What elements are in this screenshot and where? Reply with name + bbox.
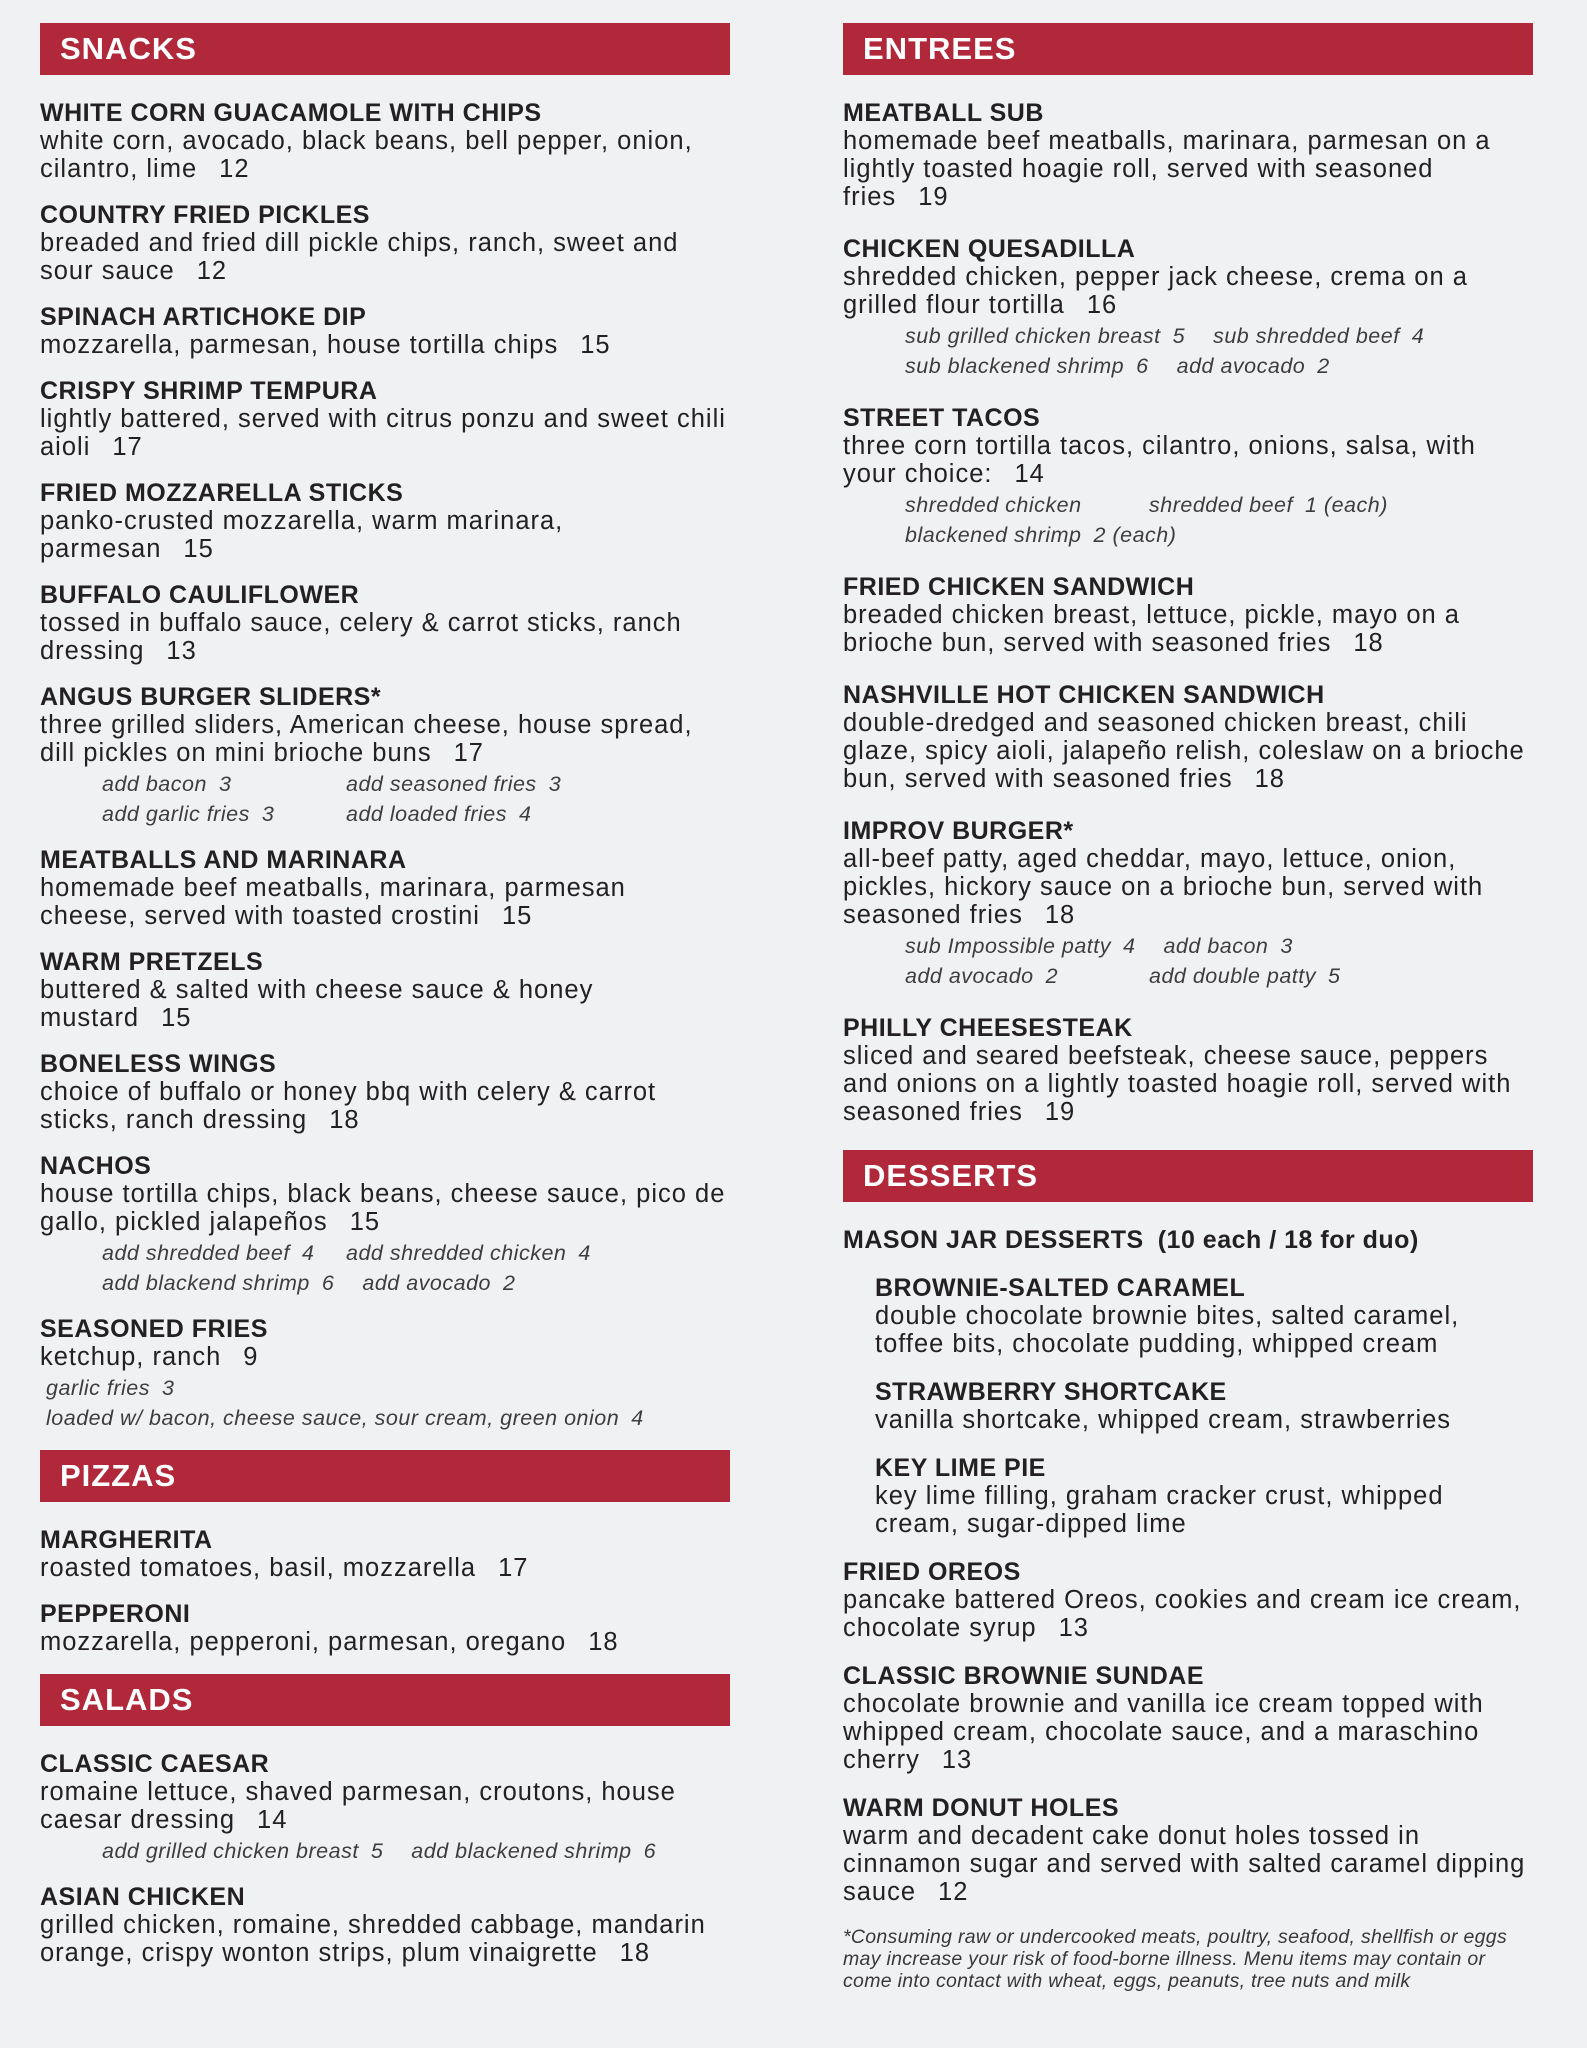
addon-row [46,1375,730,1402]
addon [1149,492,1388,519]
addon-row [905,963,1533,990]
addon-label: add blackend shrimp [102,1271,310,1295]
section-pizzas [40,1450,730,1656]
menu-item-name [843,1558,1533,1586]
menu-item-name-text: WHITE CORN GUACAMOLE WITH CHIPS [40,99,542,127]
menu-item-name-text: FRIED MOZZARELLA STICKS [40,479,404,507]
menu-item [40,683,730,828]
menu-item-name-text: PEPPERONI [40,1600,191,1628]
addon-price: 5 [1328,964,1341,988]
section-title: SALADS [60,1682,194,1717]
addon [1163,933,1292,960]
addon-price: 4 [519,802,532,826]
section-snacks [40,23,730,1432]
menu-item-description-text: white corn, avocado, black beans, bell pepper, onion, cilantro, lime [40,127,693,183]
addon-label: add shredded beef [102,1241,290,1265]
addon [1177,353,1330,380]
addon-label: add bacon [102,772,207,796]
menu-item-name-text: BROWNIE-SALTED CARAMEL [875,1274,1246,1302]
menu-item-name-text: BONELESS WINGS [40,1050,277,1078]
addon-row [102,1838,730,1865]
menu-item-name-text: ANGUS BURGER SLIDERS* [40,683,382,711]
section-title: SNACKS [60,31,197,66]
menu-item [40,1315,730,1432]
addon-label: add double patty [1149,964,1316,988]
menu-item-price: 18 [329,1106,360,1134]
menu-item [843,1274,1533,1358]
menu-item-description-text: three corn tortilla tacos, cilantro, onions, salsa, with your choice: [843,432,1476,488]
menu-item [40,479,730,563]
menu-item-description-text: all-beef patty, aged cheddar, mayo, lettuce, onion, pickles, hickory sauce on a brioche bun, served with seasoned fries [843,845,1484,929]
menu-item-description [40,1911,730,1967]
menu-item-price: 13 [1058,1614,1089,1642]
menu-item-description [843,845,1533,929]
menu-item-name [843,681,1533,709]
menu-item-name-text: BUFFALO CAULIFLOWER [40,581,360,609]
menu-item [40,201,730,285]
menu-item [843,817,1533,990]
addon-label: add seasoned fries [346,772,537,796]
menu-item-name-text: ASIAN CHICKEN [40,1883,246,1911]
menu-item [40,948,730,1032]
menu-item-name-text: CLASSIC BROWNIE SUNDAE [843,1662,1205,1690]
menu-item [843,1662,1533,1774]
menu-item-name [843,817,1533,845]
addon-label: add bacon [1163,934,1269,958]
menu-item-price: 17 [498,1554,529,1582]
menu-item-price: 18 [1353,629,1384,657]
addon [905,933,1163,960]
menu-item [843,1226,1533,1254]
menu-item-name [843,1226,1533,1254]
menu-item-description-text: choice of buffalo or honey bbq with celery & carrot sticks, ranch dressing [40,1078,657,1134]
menu-item-price: 18 [588,1628,619,1656]
menu-item-description [843,1042,1533,1126]
menu-item [40,1526,730,1582]
menu-item-name [843,1014,1533,1042]
addon-price: 4 [1411,324,1425,348]
menu-item [40,581,730,665]
menu-item-description-text: house tortilla chips, black beans, cheese sauce, pico de gallo, pickled jalapeños [40,1180,726,1236]
menu-item-description [40,609,730,665]
menu-item-price: 12 [196,257,228,285]
menu-item-price: 12 [938,1878,969,1906]
addon [346,1240,591,1267]
addon [905,323,1213,350]
addon [102,801,346,828]
addons-list [40,1375,730,1432]
menu-item-description-text: grilled chicken, romaine, shredded cabbage, mandarin orange, crispy wonton strips, plum vinaigrette [40,1911,706,1967]
menu-item-name-text: NACHOS [40,1152,152,1180]
addon-price: 3 [261,802,275,826]
addon-label: add avocado [362,1271,492,1295]
menu-item-name [40,377,730,405]
addon [905,522,1204,549]
menu-item-description [40,331,730,359]
addon-row [102,1270,730,1297]
addon-label: blackened shrimp [905,523,1082,547]
addon-price: 6 [1136,354,1149,378]
menu-item-description [843,432,1533,488]
menu-item-description-text: chocolate brownie and vanilla ice cream topped with whipped cream, chocolate sauce, and a maraschino cherry [843,1690,1484,1774]
addon-label: sub Impossible patty [905,934,1111,958]
menu-item [843,1794,1533,1906]
menu-item-name [40,99,730,127]
menu-item-price: 9 [243,1343,259,1371]
menu-item [40,1600,730,1656]
menu-item-name-suffix: (10 each / 18 for duo) [1157,1226,1419,1254]
addons-list [40,771,730,828]
menu-item-description [875,1406,1533,1434]
menu-item-name-text: CHICKEN QUESADILLA [843,235,1136,263]
addon-label: add grilled chicken breast [102,1839,359,1863]
section-banner [843,23,1533,75]
menu-item-name [40,201,730,229]
menu-item-description [40,711,730,767]
addon [102,1240,346,1267]
addon [102,771,346,798]
addons-list [40,1838,730,1865]
menu-item-description-text: roasted tomatoes, basil, mozzarella [40,1554,477,1582]
menu-item-description [40,874,730,930]
addon-label: sub blackened shrimp [905,354,1125,378]
addon-price: 4 [578,1241,591,1265]
menu-item-price: 18 [619,1939,651,1967]
addon-price: 2 [503,1271,516,1295]
menu-item-price: 18 [1254,765,1285,793]
menu-item-description-text: buttered & salted with cheese sauce & honey mustard [40,976,594,1032]
menu-item-price: 14 [257,1806,288,1834]
menu-item-price: 12 [219,155,250,183]
menu-item-description [40,1180,730,1236]
menu-item-price: 14 [1014,460,1045,488]
menu-item-name [843,99,1533,127]
menu-item-name [875,1454,1533,1482]
menu-item-name [843,235,1533,263]
menu-item-name-text: WARM DONUT HOLES [843,1794,1120,1822]
menu-item-description-text: breaded and fried dill pickle chips, ranch, sweet and sour sauce [40,229,679,285]
addon [102,1838,411,1865]
addons-list [843,933,1533,990]
menu-item [40,377,730,461]
menu-item-name-text: COUNTRY FRIED PICKLES [40,201,370,229]
menu-item-description-text: panko-crusted mozzarella, warm marinara, parmesan [40,507,564,563]
menu-item-description [40,1778,730,1834]
addon-row [905,353,1533,380]
menu-item-description-text: mozzarella, pepperoni, parmesan, oregano [40,1628,567,1656]
menu-item-name [843,1662,1533,1690]
menu-item-name [843,1794,1533,1822]
menu-item-name [40,303,730,331]
menu-item-description [40,976,730,1032]
addon [905,963,1149,990]
menu-item-name [40,1152,730,1180]
menu-item-price: 13 [941,1746,973,1774]
addon-price: 1 (each) [1304,493,1388,517]
addon [1149,963,1340,990]
addon-price: 2 [1045,964,1059,988]
menu-item-name-text: FRIED CHICKEN SANDWICH [843,573,1195,601]
menu-item-description-text: warm and decadent cake donut holes tossed in cinnamon sugar and served with salted caramel dipping sauce [843,1822,1526,1906]
addon-row [46,1405,730,1432]
addon [346,801,531,828]
menu-item-description-text: double chocolate brownie bites, salted caramel, toffee bits, chocolate pudding, whipped cream [875,1302,1460,1358]
menu-item-name-text: STREET TACOS [843,404,1041,432]
menu-item [843,235,1533,380]
menu-item [843,1014,1533,1126]
menu-item-name [843,404,1533,432]
menu-item [843,1378,1533,1434]
menu-item-price: 15 [580,331,611,359]
addon-price: 6 [321,1271,335,1295]
menu-item-price: 16 [1086,291,1118,319]
menu-item-description-text: shredded chicken, pepper jack cheese, crema on a grilled flour tortilla [843,263,1468,319]
menu-item-name-text: IMPROV BURGER* [843,817,1074,845]
menu-item [843,1454,1533,1538]
addon-label: sub shredded beef [1213,324,1400,348]
menu-item-name [40,1883,730,1911]
menu-item-price: 19 [1044,1098,1076,1126]
addon [411,1838,656,1865]
menu-item-name [40,1526,730,1554]
menu-item-name-text: NASHVILLE HOT CHICKEN SANDWICH [843,681,1325,709]
menu-item [843,681,1533,793]
addon [102,1270,362,1297]
disclaimer-footnote: *Consuming raw or undercooked meats, poultry, seafood, shellfish or eggs may increase your risk of food-borne illness. Menu items may contain or come into contact with wheat, eggs, peanuts, tree nuts and milk [843,1926,1507,1992]
menu-item-description-text: three grilled sliders, American cheese, house spread, dill pickles on mini brioche buns [40,711,693,767]
menu-item-price: 15 [349,1208,381,1236]
addon [46,1405,672,1432]
menu-item-description [843,1822,1533,1906]
addon-price: 3 [161,1376,175,1400]
menu-item-name-text: KEY LIME PIE [875,1454,1046,1482]
menu-item-name-text: MASON JAR DESSERTS [843,1226,1144,1254]
menu-item-price: 17 [453,739,484,767]
menu-item-name [40,1050,730,1078]
addon-row [905,522,1533,549]
section-banner [40,1674,730,1726]
addon-price: 5 [370,1839,384,1863]
menu-item [40,1152,730,1297]
section-banner [40,1450,730,1502]
menu-item-name-text: FRIED OREOS [843,1558,1021,1586]
addon-price: 2 [1317,354,1330,378]
menu-item-name [40,948,730,976]
addons-list [843,492,1533,549]
menu-item [40,846,730,930]
menu-item-description-text: vanilla shortcake, whipped cream, strawberries [875,1406,1452,1434]
addon-row [905,323,1533,350]
addon-price: 2 (each) [1093,523,1177,547]
addon [905,353,1177,380]
section-title: PIZZAS [60,1458,177,1493]
menu-item-description [40,229,730,285]
menu-item-description-text: tossed in buffalo sauce, celery & carrot sticks, ranch dressing [40,609,682,665]
menu-item-price: 13 [166,637,197,665]
addon-row [102,771,730,798]
menu-item-name-text: SPINACH ARTICHOKE DIP [40,303,367,331]
menu-item [40,99,730,183]
addon-label: garlic fries [46,1376,150,1400]
addon-price: 3 [218,772,232,796]
section-salads [40,1674,730,1967]
menu-item-description [40,1554,730,1582]
menu-item-description [40,1078,730,1134]
addon-label: sub grilled chicken breast [905,324,1161,348]
menu-column-left [40,23,730,1985]
menu-item-price: 18 [1044,901,1076,929]
addon-label: add blackened shrimp [411,1839,632,1863]
menu-item [40,1050,730,1134]
section-entrees [843,23,1533,1126]
section-title: DESSERTS [863,1158,1039,1193]
menu-item-name-text: STRAWBERRY SHORTCAKE [875,1378,1227,1406]
menu-item-name [40,683,730,711]
menu-item-name [40,1750,730,1778]
menu-item-description-text: breaded chicken breast, lettuce, pickle, mayo on a brioche bun, served with seasoned fries [843,601,1460,657]
menu-item-description-text: homemade beef meatballs, marinara, parmesan cheese, served with toasted crostini [40,874,626,930]
menu-item-price: 15 [161,1004,192,1032]
addons-list [843,323,1533,380]
addons-list [40,1240,730,1297]
menu-item-name [40,1600,730,1628]
addon-price: 6 [643,1839,657,1863]
addon-label: add avocado [1176,354,1306,378]
addon [362,1270,515,1297]
menu-item-name [40,846,730,874]
menu-item-description-text: pancake battered Oreos, cookies and cream ice cream, chocolate syrup [843,1586,1522,1642]
menu-item-name-text: CRISPY SHRIMP TEMPURA [40,377,378,405]
menu-item-name-text: MEATBALL SUB [843,99,1044,127]
menu-item-description [40,1628,730,1656]
menu-item [40,1750,730,1865]
addon-label: shredded chicken [905,493,1082,517]
menu-item [40,303,730,359]
addon [905,492,1149,519]
menu-item-description [875,1302,1533,1358]
menu-item-description [843,1586,1533,1642]
menu-item [843,404,1533,549]
menu-item-name [875,1378,1533,1406]
addon-row [905,492,1533,519]
addon [346,771,561,798]
menu-item [40,1883,730,1967]
menu-item-name [875,1274,1533,1302]
addon-label: shredded beef [1149,493,1293,517]
menu-item-description-text: key lime filling, graham cracker crust, whipped cream, sugar-dipped lime [875,1482,1444,1538]
menu-item-name-text: WARM PRETZELS [40,948,264,976]
menu-item-description [40,127,730,183]
menu-item-description [843,127,1533,211]
addon-label: loaded w/ bacon, cheese sauce, sour cream, green onion [46,1406,620,1430]
menu-item-description [843,601,1533,657]
menu-item-description-text: lightly battered, served with citrus ponzu and sweet chili aioli [40,405,726,461]
menu-item-name [40,581,730,609]
menu-item-name-text: PHILLY CHEESESTEAK [843,1014,1133,1042]
menu-item-description [843,1690,1533,1774]
addon-label: add garlic fries [102,802,250,826]
menu-item-price: 15 [501,902,533,930]
menu-item-description [40,1343,730,1371]
menu-item [843,573,1533,657]
menu-item-price: 19 [918,183,949,211]
section-desserts [843,1150,1533,1906]
menu-item-name-text: SEASONED FRIES [40,1315,268,1343]
addon-price: 4 [1123,934,1136,958]
addon-price: 4 [301,1241,315,1265]
menu-column-right [843,23,1533,1992]
menu-item-description-text: double-dredged and seasoned chicken breast, chili glaze, spicy aioli, jalapeño relish, coleslaw on a brioche bun, served with seasoned fries [843,709,1525,793]
addon-label: add avocado [905,964,1034,988]
addon-price: 4 [631,1406,644,1430]
section-banner [40,23,730,75]
menu-item-description-text: ketchup, ranch [40,1343,222,1371]
menu-item-description-text: homemade beef meatballs, marinara, parmesan on a lightly toasted hoagie roll, served with seasoned fries [843,127,1491,211]
menu-item-name-text: MEATBALLS AND MARINARA [40,846,407,874]
addon-price: 3 [1280,934,1293,958]
menu-item [843,1558,1533,1642]
addon-row [102,801,730,828]
menu-item-description [40,405,730,461]
menu-item-name-text: MARGHERITA [40,1526,213,1554]
menu-item-name-text: CLASSIC CAESAR [40,1750,270,1778]
menu-item-price: 15 [183,535,214,563]
menu-item-name [40,1315,730,1343]
menu-item-description [40,507,730,563]
menu-item-description-text: sliced and seared beefsteak, cheese sauce, peppers and onions on a lightly toasted hoagie roll, served with seasoned fries [843,1042,1512,1126]
menu-item-description-text: mozzarella, parmesan, house tortilla chips [40,331,559,359]
menu-item-description [875,1482,1533,1538]
menu-item-description-text: romaine lettuce, shaved parmesan, croutons, house caesar dressing [40,1778,676,1834]
menu-item [843,99,1533,211]
menu-item-name [843,573,1533,601]
menu-item-description [843,263,1533,319]
addon [1213,323,1424,350]
addon-label: add shredded chicken [346,1241,567,1265]
menu-item-price: 17 [112,433,143,461]
menu-item-name [40,479,730,507]
menu-item-description [843,709,1533,793]
addon-label: add loaded fries [346,802,507,826]
addon [46,1375,290,1402]
addon-price: 3 [548,772,562,796]
section-title: ENTREES [863,31,1017,66]
addon-price: 5 [1172,324,1186,348]
section-banner [843,1150,1533,1202]
addon-row [102,1240,730,1267]
addon-row [905,933,1533,960]
